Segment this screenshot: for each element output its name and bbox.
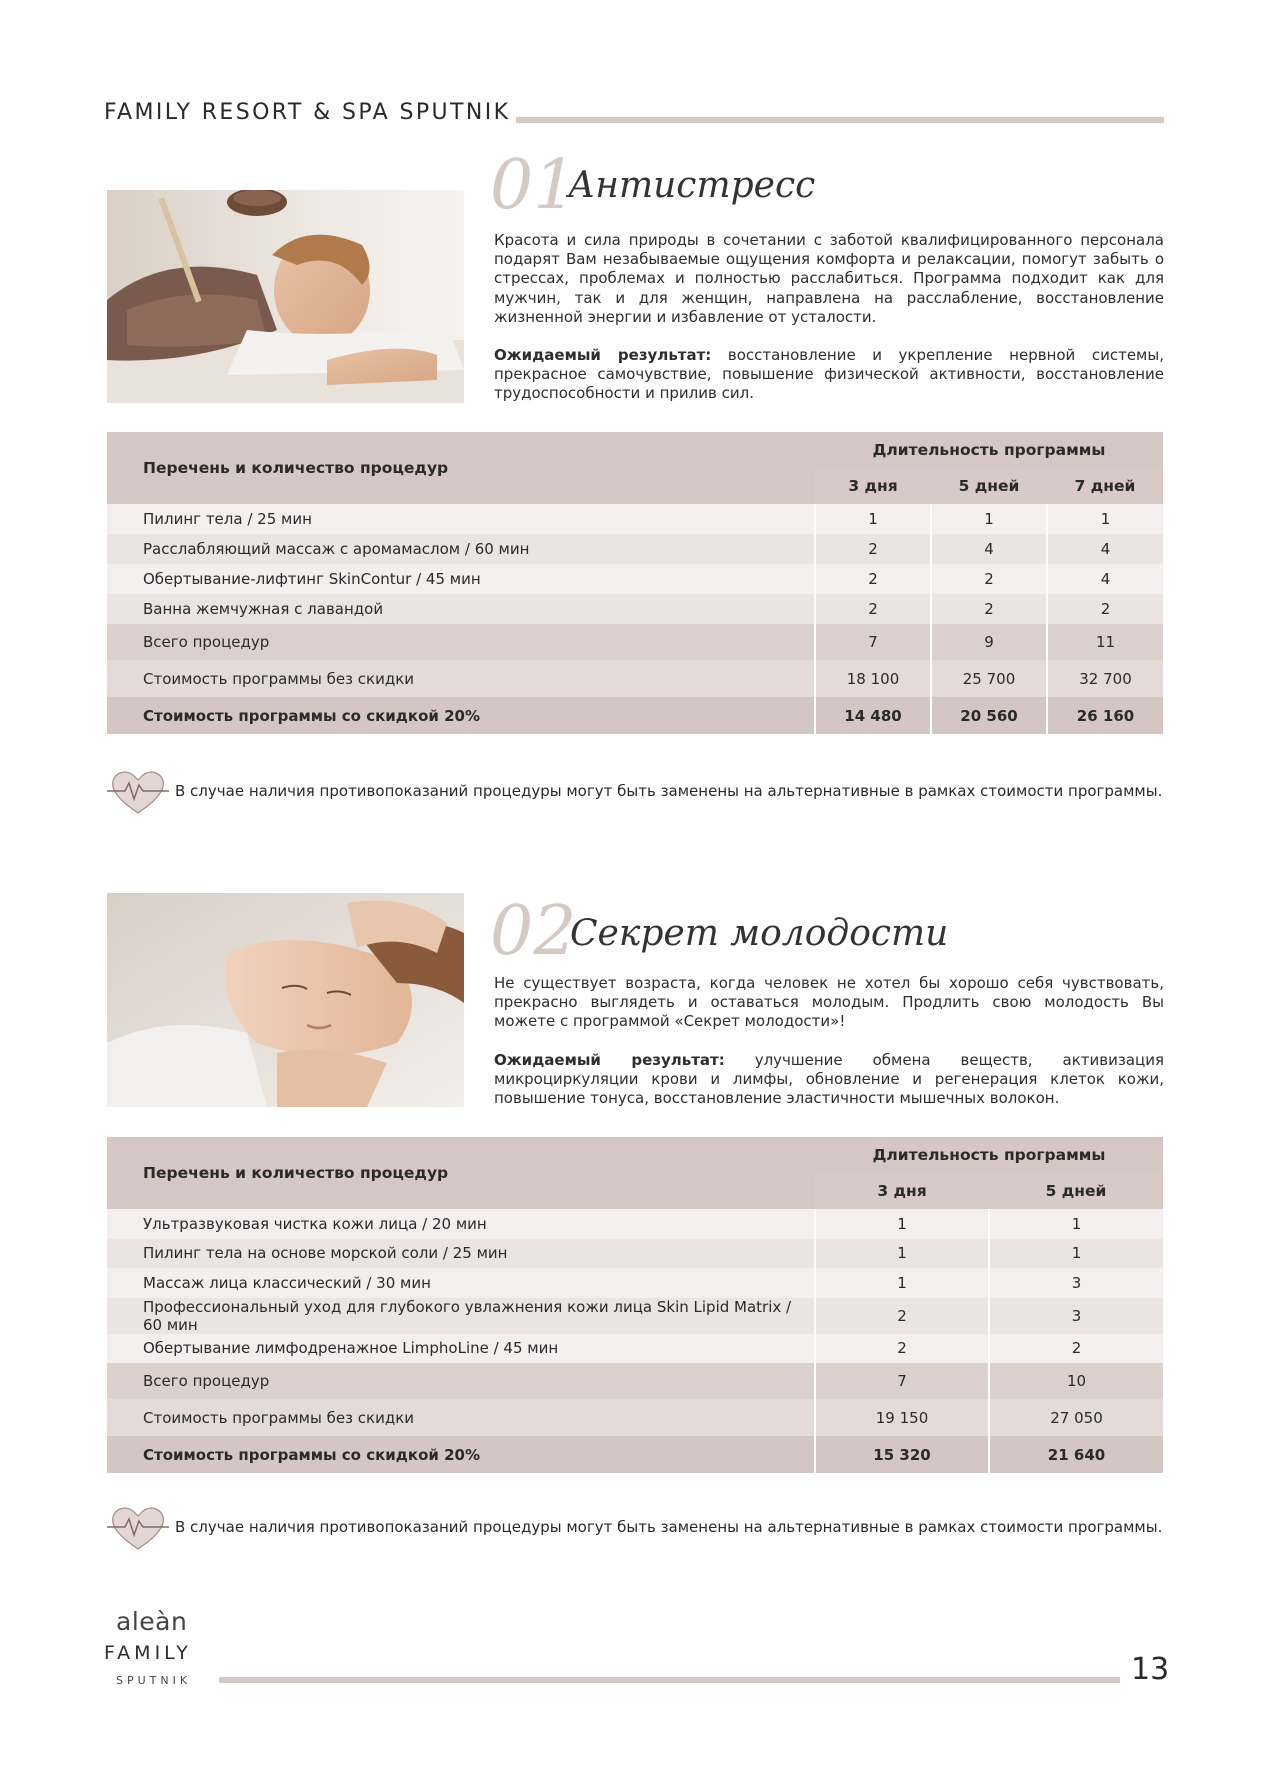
procedure-count: 1 xyxy=(815,504,931,534)
procedure-count: 2 xyxy=(815,1298,989,1334)
procedure-count: 1 xyxy=(1047,504,1163,534)
table-row xyxy=(107,504,1163,534)
logo-family: FAMILY xyxy=(104,1642,192,1664)
discount-value: 15 320 xyxy=(815,1436,989,1473)
program1-description-block xyxy=(494,231,1164,423)
procedure-count: 1 xyxy=(815,1239,989,1269)
price-value: 25 700 xyxy=(931,660,1047,697)
procedure-name: Пилинг тела на основе морской соли / 25 мин xyxy=(107,1239,815,1269)
discount-row xyxy=(107,697,1163,734)
procedure-count: 2 xyxy=(931,564,1047,594)
procedure-name: Профессиональный уход для глубокого увлажнения кожи лица Skin Lipid Matrix / 60 мин xyxy=(107,1298,815,1334)
program2-result-label: Ожидаемый результат: xyxy=(494,1050,725,1069)
table-row xyxy=(107,564,1163,594)
procedure-count: 1 xyxy=(815,1268,989,1298)
discount-value: 14 480 xyxy=(815,697,931,734)
procedure-name: Ультразвуковая чистка кожи лица / 20 мин xyxy=(107,1209,815,1239)
procedure-count: 2 xyxy=(815,1334,989,1364)
program2-title: Секрет молодости xyxy=(570,913,949,954)
program2-table xyxy=(107,1137,1163,1473)
discount-value: 21 640 xyxy=(989,1436,1163,1473)
program1-day-header: 5 дней xyxy=(931,468,1047,504)
program2-description: Не существует возраста, когда человек не хотел бы хорошо себя чувствовать, прекрасно выглядеть и оставаться молодым. Продлить свою молодость Вы можете с программой «Секрет молодости»! xyxy=(494,974,1164,1031)
discount-value: 26 160 xyxy=(1047,697,1163,734)
program1-photo xyxy=(107,190,464,403)
total-label: Всего процедур xyxy=(107,624,815,660)
table-row xyxy=(107,1268,1163,1298)
program1-table xyxy=(107,432,1163,734)
procedure-count: 4 xyxy=(1047,534,1163,564)
table-row xyxy=(107,1334,1163,1364)
discount-label: Стоимость программы со скидкой 20% xyxy=(107,1436,815,1473)
procedure-count: 2 xyxy=(815,564,931,594)
program2-duration-header: Длительность программы xyxy=(815,1137,1163,1173)
program1-result-text: восстановление и укрепление нервной системы, прекрасное самочувствие, повышение физической активности, восстановление трудоспособности и прилив сил. xyxy=(494,346,1164,403)
table-row xyxy=(107,594,1163,624)
procedure-count: 2 xyxy=(1047,594,1163,624)
program2-day-header: 5 дней xyxy=(989,1173,1163,1209)
program1-result-label: Ожидаемый результат: xyxy=(494,346,712,365)
discount-row xyxy=(107,1436,1163,1473)
procedure-name: Обертывание-лифтинг SkinContur / 45 мин xyxy=(107,564,815,594)
procedure-name: Массаж лица классический / 30 мин xyxy=(107,1268,815,1298)
procedure-count: 2 xyxy=(931,594,1047,624)
procedure-count: 4 xyxy=(931,534,1047,564)
price-value: 27 050 xyxy=(989,1399,1163,1436)
table-row xyxy=(107,1298,1163,1334)
program1-day-header: 7 дней xyxy=(1047,468,1163,504)
program1-duration-header: Длительность программы xyxy=(815,432,1163,468)
price-value: 18 100 xyxy=(815,660,931,697)
table-row xyxy=(107,1239,1163,1269)
procedure-name: Пилинг тела / 25 мин xyxy=(107,504,815,534)
heart-pulse-icon xyxy=(107,767,169,819)
note-text: В случае наличия противопоказаний процедуры могут быть заменены на альтернативные в рамках стоимости программы. xyxy=(175,782,1163,800)
procedure-name: Расслабляющий массаж с аромамаслом / 60 мин xyxy=(107,534,815,564)
program1-description: Красота и сила природы в сочетании с заботой квалифицированного персонала подарят Вам незабываемые ощущения комфорта и релаксации, помогут забыть о стрессах, проблемах и полностью расслабиться. Программа подходит как для мужчин, так и для женщин, направлена на расслабление, восстановление жизненной энергии и избавление от усталости. xyxy=(494,231,1164,326)
table-row xyxy=(107,1209,1163,1239)
program2-day-header: 3 дня xyxy=(815,1173,989,1209)
procedure-count: 2 xyxy=(815,594,931,624)
total-row xyxy=(107,624,1163,660)
discount-label: Стоимость программы со скидкой 20% xyxy=(107,697,815,734)
program1-title: Антистресс xyxy=(568,165,816,206)
procedure-name: Ванна жемчужная с лавандой xyxy=(107,594,815,624)
procedure-count: 2 xyxy=(815,534,931,564)
page-header-title: FAMILY RESORT & SPA SPUTNIK xyxy=(104,100,511,125)
price-value: 19 150 xyxy=(815,1399,989,1436)
logo-alean: aleàn xyxy=(116,1607,188,1636)
total-value: 11 xyxy=(1047,624,1163,660)
procedure-count: 3 xyxy=(989,1268,1163,1298)
program2-photo xyxy=(107,893,464,1107)
procedure-count: 3 xyxy=(989,1298,1163,1334)
program2-description-block xyxy=(494,974,1164,1127)
total-row xyxy=(107,1363,1163,1399)
program1-list-header: Перечень и количество процедур xyxy=(107,432,815,504)
header-divider xyxy=(516,117,1164,123)
procedure-count: 2 xyxy=(989,1334,1163,1364)
page-number: 13 xyxy=(1131,1652,1170,1687)
procedure-count: 1 xyxy=(815,1209,989,1239)
program2-number: 02 xyxy=(490,892,577,971)
price-label: Стоимость программы без скидки xyxy=(107,660,815,697)
total-value: 7 xyxy=(815,1363,989,1399)
program2-list-header: Перечень и количество процедур xyxy=(107,1137,815,1209)
total-label: Всего процедур xyxy=(107,1363,815,1399)
total-value: 9 xyxy=(931,624,1047,660)
procedure-count: 1 xyxy=(989,1209,1163,1239)
procedure-name: Обертывание лимфодренажное LimphoLine / 45 мин xyxy=(107,1334,815,1364)
program1-result xyxy=(494,346,1164,404)
program2-note xyxy=(107,1503,1167,1553)
footer-divider xyxy=(219,1677,1120,1683)
procedure-count: 1 xyxy=(931,504,1047,534)
program2-result xyxy=(494,1051,1164,1109)
program2-result-text: улучшение обмена веществ, активизация микроциркуляции крови и лимфы, обновление и регенерация клеток кожи, повышение тонуса, восстановление эластичности мышечных волокон. xyxy=(494,1050,1164,1108)
procedure-count: 4 xyxy=(1047,564,1163,594)
logo-sputnik: SPUTNIK xyxy=(116,1674,192,1687)
price-row xyxy=(107,660,1163,697)
price-row xyxy=(107,1399,1163,1436)
discount-value: 20 560 xyxy=(931,697,1047,734)
price-label: Стоимость программы без скидки xyxy=(107,1399,815,1436)
heart-pulse-icon xyxy=(107,1503,169,1555)
program1-number: 01 xyxy=(490,146,577,225)
procedure-count: 1 xyxy=(989,1239,1163,1269)
table-row xyxy=(107,534,1163,564)
program1-day-header: 3 дня xyxy=(815,468,931,504)
price-value: 32 700 xyxy=(1047,660,1163,697)
note-text: В случае наличия противопоказаний процедуры могут быть заменены на альтернативные в рамках стоимости программы. xyxy=(175,1518,1163,1536)
total-value: 10 xyxy=(989,1363,1163,1399)
program1-note xyxy=(107,767,1167,817)
total-value: 7 xyxy=(815,624,931,660)
